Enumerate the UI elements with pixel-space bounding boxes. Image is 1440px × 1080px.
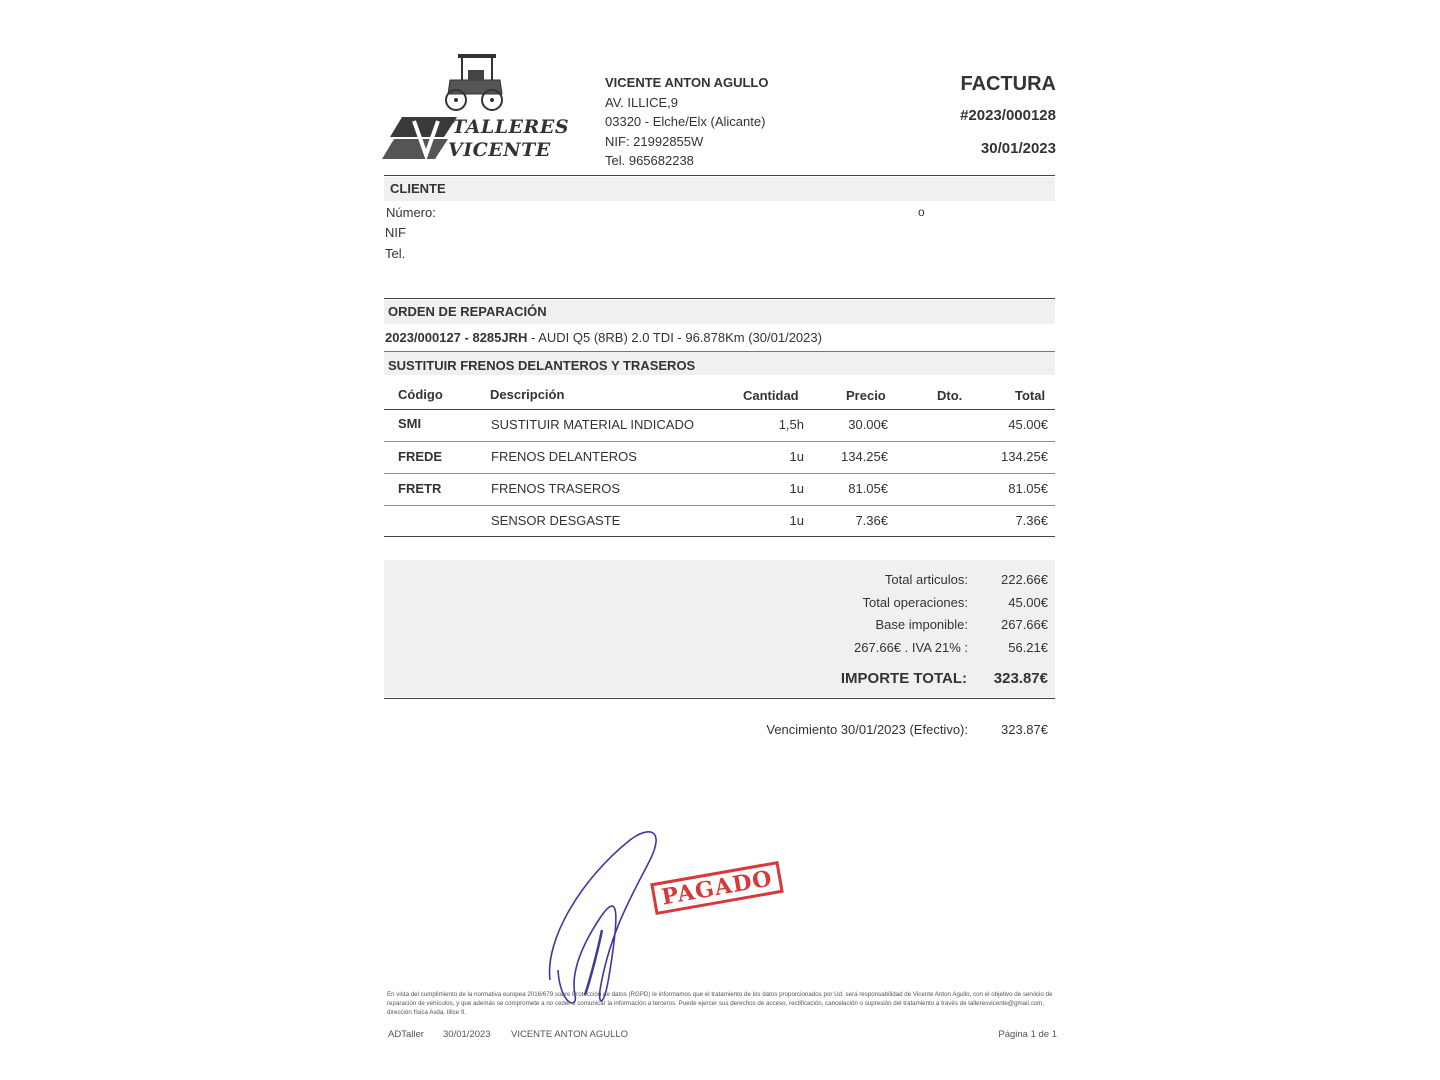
col-cantidad: Cantidad	[743, 388, 799, 403]
iva-value: 56.21€	[1008, 640, 1048, 655]
order-task: SUSTITUIR FRENOS DELANTEROS Y TRASEROS	[388, 358, 696, 373]
invoice-title: FACTURA	[960, 73, 1056, 95]
vencimiento-label: Vencimiento 30/01/2023 (Efectivo):	[766, 722, 968, 737]
paid-stamp: PAGADO	[650, 861, 784, 915]
company-city: 03320 - Elche/Elx (Alicante)	[605, 114, 766, 129]
cell-descripcion: SUSTITUIR MATERIAL INDICADO	[491, 417, 694, 432]
client-circle-mark: o	[918, 205, 925, 219]
cell-cantidad: 1u	[789, 513, 804, 528]
cell-precio: 30.00€	[848, 417, 888, 432]
row-divider	[384, 505, 1055, 506]
order-vehicle: - AUDI Q5 (8RB) 2.0 TDI - 96.878Km (30/01/2023)	[527, 330, 822, 345]
divider	[384, 298, 1055, 299]
order-heading: ORDEN DE REPARACIÓN	[388, 304, 547, 319]
col-total: Total	[1015, 388, 1046, 403]
order-line	[385, 330, 822, 345]
invoice-number: #2023/000128	[960, 107, 1056, 124]
cell-total: 134.25€	[1001, 449, 1048, 464]
total-articulos-label: Total articulos:	[884, 572, 968, 587]
client-numero-label: Número:	[386, 205, 436, 220]
company-nif: NIF: 21992855W	[605, 133, 704, 149]
logo-text-vicente: VICENTE	[448, 139, 551, 161]
cell-descripcion: FRENOS DELANTEROS	[491, 449, 637, 464]
cell-cantidad: 1u	[789, 449, 804, 464]
totals-bottom-rule	[384, 698, 1055, 699]
total-operaciones-label: Total operaciones:	[862, 595, 968, 610]
client-header-band	[384, 177, 1055, 201]
cell-descripcion: FRENOS TRASEROS	[491, 481, 621, 496]
table-header-rule	[384, 409, 1055, 410]
company-name: VICENTE ANTON AGULLO	[605, 75, 769, 90]
cell-descripcion: SENSOR DESGASTE	[491, 513, 621, 528]
col-codigo: Código	[398, 387, 443, 402]
footer-page: Página 1 de 1	[998, 1029, 1057, 1040]
iva-label: 267.66€ . IVA 21% :	[854, 640, 968, 655]
row-divider	[384, 473, 1055, 474]
cell-total: 45.00€	[1008, 417, 1048, 432]
client-heading: CLIENTE	[390, 181, 446, 196]
legal-notice: En vista del cumplimiento de la normativa europea 2016/679 sobre Protección de datos (RGPD) le informamos que el tratamiento de los datos proporcionados por Ud. será responsabilidad de Vicente Anton Agullo, con el objetivo de servicio de reparación de vehículos, y que además se compromete a no ceder o comunicar la información a terceros. Puede ejercer sus derechos de acceso, rectificación, cancelación o supresión del tratamiento a través de talleresvicente@gmail.com, dirección física Avda. Illice 9.	[387, 991, 1053, 1016]
col-precio: Precio	[846, 388, 886, 403]
footer-name: VICENTE ANTON AGULLO	[511, 1029, 629, 1040]
base-imponible-label: Base imponible:	[875, 617, 968, 632]
cell-precio: 134.25€	[841, 449, 888, 464]
vencimiento-value: 323.87€	[1001, 722, 1048, 737]
cell-total: 7.36€	[1015, 513, 1048, 528]
cell-cantidad: 1u	[789, 481, 804, 496]
cell-precio: 7.36€	[855, 513, 888, 528]
row-divider	[384, 441, 1055, 442]
client-nif-label: NIF	[385, 225, 406, 240]
divider	[384, 175, 1055, 176]
total-operaciones-value: 45.00€	[1008, 595, 1048, 610]
cell-codigo: FRETR	[398, 481, 442, 496]
brand-mark-icon	[382, 115, 457, 161]
company-address: AV. ILLICE,9	[605, 94, 678, 110]
footer-app: ADTaller	[388, 1029, 424, 1040]
footer-date: 30/01/2023	[443, 1029, 491, 1040]
company-tel: Tel. 965682238	[605, 153, 694, 168]
col-dto: Dto.	[937, 388, 963, 403]
company-info	[605, 73, 768, 171]
invoice-page	[370, 30, 1070, 1075]
importe-total-label: IMPORTE TOTAL:	[840, 670, 967, 687]
cell-precio: 81.05€	[848, 481, 888, 496]
client-tel-label: Tel.	[385, 246, 406, 261]
col-descripcion: Descripción	[490, 387, 565, 402]
base-imponible-value: 267.66€	[1001, 617, 1048, 632]
total-articulos-value: 222.66€	[1001, 572, 1048, 587]
cell-codigo: FREDE	[398, 449, 443, 464]
order-ref: 2023/000127 - 8285JRH	[385, 330, 528, 345]
car-logo-icon	[440, 50, 510, 115]
cell-total: 81.05€	[1008, 481, 1048, 496]
cell-codigo: SMI	[398, 416, 422, 431]
table-bottom-rule	[384, 536, 1055, 537]
logo-text-talleres: TALLERES	[452, 116, 570, 138]
cell-cantidad: 1,5h	[778, 417, 804, 432]
invoice-date: 30/01/2023	[980, 140, 1056, 157]
importe-total-value: 323.87€	[993, 670, 1048, 687]
